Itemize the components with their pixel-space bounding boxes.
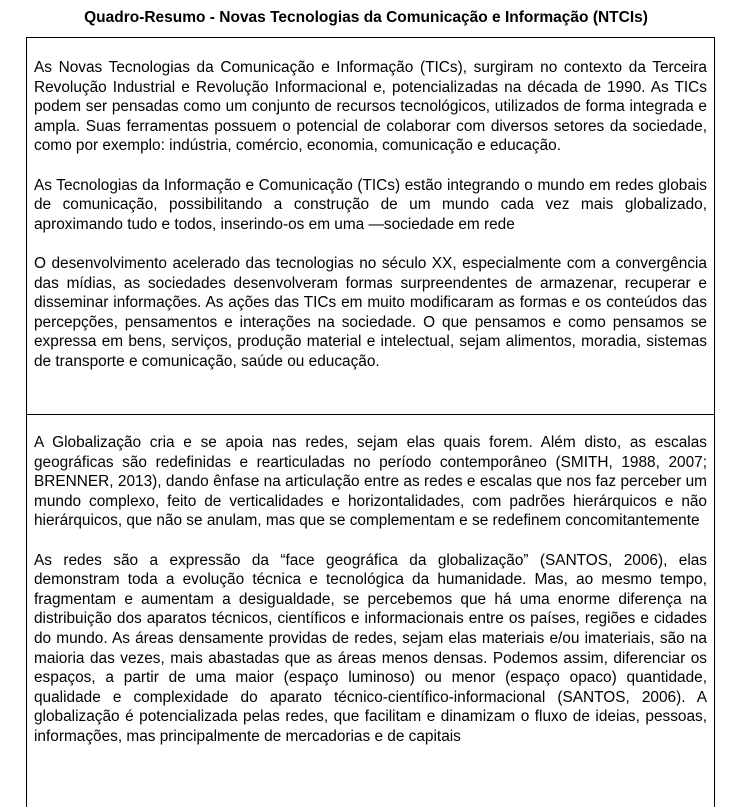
paragraph: As redes são a expressão da “face geográfica da globalização” (SANTOS, 2006), elas demonstram toda a evolução técnica e tecnológica da humanidade. Mas, ao mesmo tempo, fragmentam e aumentam a desigualdade, se percebemos que há uma enorme diferença na distribuição dos aparatos técnicos, científicos e informacionais entre os países, regiões e cidades do mundo. As áreas densamente providas de redes, sejam elas materiais e/ou imateriais, são na maioria das vezes, mais abastadas que as áreas menos densas. Podemos assim, diferenciar os espaços, a partir de uma maior (espaço luminoso) ou menor (espaço opaco) quantidade, qualidade e complexidade do aparato técnico-científico-informacional (SANTOS, 2006). A globalização é potencializada pelas redes, que facilitam e dinamizam o fluxo de ideias, pessoas, informações, mas principalmente de mercadorias e de capitais xyxy=(34,551,707,745)
paragraph: As Tecnologias da Informação e Comunicação (TICs) estão integrando o mundo em redes globais de comunicação, possibilitando a construção de um mundo cada vez mais globalizado, aproximando tudo e todos, inserindo-os em uma ―sociedade em rede xyxy=(34,176,707,233)
table-cell-globalization xyxy=(27,433,714,747)
paragraph: O desenvolvimento acelerado das tecnologias no século XX, especialmente com a convergência das mídias, as sociedades desenvolveram formas surpreendentes de armazenar, recuperar e disseminar informações. As ações das TICs em muito modificaram as formas e os conteúdos das percepções, pensamentos e interações na sociedade. O que pensamos e como pensamos se expressa em bens, serviços, produção material e intelectual, sejam alimentos, moradia, sistemas de transporte e comunicação, saúde ou educação. xyxy=(34,254,707,370)
table-cell-tics xyxy=(27,58,714,372)
summary-table xyxy=(26,37,715,807)
paragraph: A Globalização cria e se apoia nas redes, sejam elas quais forem. Além disto, as escalas geográficas são redefinidas e rearticuladas no período contemporâneo (SMITH, 1988, 2007; BRENNER, 2013), dando ênfase na articulação entre as redes e escalas que nos faz perceber um mundo complexo, feito de verticalidades e horizontalidades, com padrões hierárquicos e não hierárquicos, que não se anulam, mas que se complementam e se redefinem concomitantemente xyxy=(34,434,707,530)
paragraph: As Novas Tecnologias da Comunicação e Informação (TICs), surgiram no contexto da Terceira Revolução Industrial e Revolução Informacional e, potencializadas na década de 1990. As TICs podem ser pensadas como um conjunto de recursos tecnológicos, utilizados de forma integrada e ampla. Suas ferramentas possuem o potencial de colaborar com diversos setores da sociedade, como por exemplo: indústria, comércio, economia, comunicação e educação. xyxy=(34,59,707,155)
document-title: Quadro-Resumo - Novas Tecnologias da Comunicação e Informação (NTCIs) xyxy=(84,9,648,26)
table-row-divider xyxy=(27,414,714,415)
